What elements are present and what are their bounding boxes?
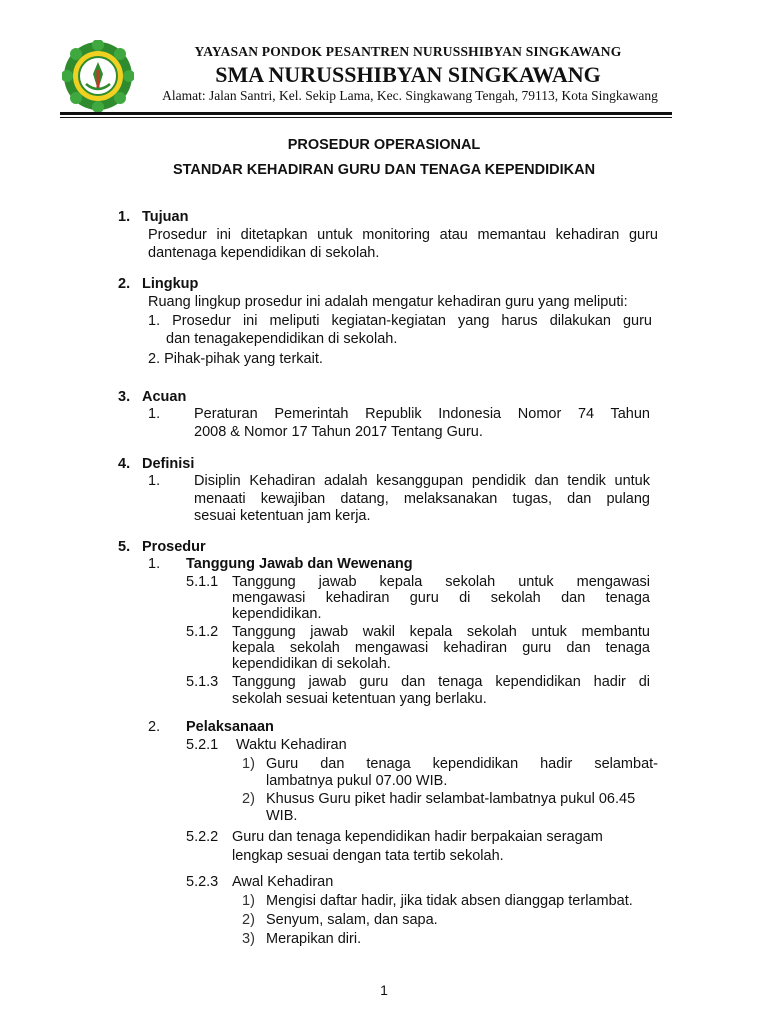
item-5-2-2-number: 5.2.2 bbox=[186, 829, 219, 845]
section-2-item-2: 2. Pihak-pihak yang terkait. bbox=[148, 351, 323, 367]
school-name: SMA NURUSSHIBYAN SINGKAWANG bbox=[215, 62, 601, 87]
subsection-2-number: 2. bbox=[148, 719, 161, 735]
item-5-2-3-2-number: 2) bbox=[242, 912, 255, 928]
item-5-2-1-2-line1: Khusus Guru piket hadir selambat-lambatnya pukul 06.45 bbox=[266, 791, 636, 807]
item-5-2-3-heading: Awal Kehadiran bbox=[232, 874, 334, 890]
section-3-heading: Acuan bbox=[142, 389, 187, 405]
item-5-1-3-line1: Tanggung jawab guru dan tenaga kependidikan hadir di bbox=[232, 674, 650, 690]
section-4-item-line3: sesuai ketentuan jam kerja. bbox=[194, 508, 371, 524]
school-emblem-icon bbox=[62, 40, 134, 112]
section-1-text-line2: dantenaga kependidikan di sekolah. bbox=[148, 245, 380, 261]
item-5-1-2-line1: Tanggung jawab wakil kepala sekolah untuk membantu bbox=[232, 624, 650, 640]
subsection-2-heading: Pelaksanaan bbox=[186, 719, 274, 735]
section-5-heading: Prosedur bbox=[142, 539, 206, 555]
item-5-2-2-line1: Guru dan tenaga kependidikan hadir berpakaian seragam bbox=[232, 829, 603, 845]
item-5-2-3-1-number: 1) bbox=[242, 893, 255, 909]
section-4-item-line1: Disiplin Kehadiran adalah kesanggupan pendidik dan tendik untuk bbox=[194, 473, 650, 489]
foundation-name: YAYASAN PONDOK PESANTREN NURUSSHIBYAN SINGKAWANG bbox=[194, 44, 622, 59]
item-5-1-1-line1: Tanggung jawab kepala sekolah untuk mengawasi bbox=[232, 574, 650, 590]
item-5-2-3-2-text: Senyum, salam, dan sapa. bbox=[266, 912, 438, 928]
item-5-1-1-number: 5.1.1 bbox=[186, 574, 219, 590]
item-5-2-1-heading: Waktu Kehadiran bbox=[236, 737, 347, 753]
school-address: Alamat: Jalan Santri, Kel. Sekip Lama, Kec. Singkawang Tengah, 79113, Kota Singkawang bbox=[162, 88, 658, 103]
section-3-item-line1: Peraturan Pemerintah Republik Indonesia Nomor 74 Tahun bbox=[194, 406, 650, 422]
section-3-item-number: 1. bbox=[148, 406, 161, 422]
item-5-1-3-line2: sekolah sesuai ketentuan yang berlaku. bbox=[232, 691, 487, 707]
doc-title-line1: PROSEDUR OPERASIONAL bbox=[287, 137, 481, 153]
section-2-heading: Lingkup bbox=[142, 276, 199, 292]
section-1-heading: Tujuan bbox=[142, 209, 189, 225]
item-5-2-1-2-line2: WIB. bbox=[266, 808, 298, 824]
item-5-2-1-number: 5.2.1 bbox=[186, 737, 219, 753]
section-5-number: 5. bbox=[118, 539, 131, 555]
item-5-1-3-number: 5.1.3 bbox=[186, 674, 219, 690]
item-5-2-1-1-number: 1) bbox=[242, 756, 255, 772]
header-divider-thin bbox=[60, 117, 672, 118]
section-4-heading: Definisi bbox=[142, 456, 195, 472]
subsection-1-number: 1. bbox=[148, 556, 161, 572]
section-2-intro: Ruang lingkup prosedur ini adalah mengatur kehadiran guru yang meliputi: bbox=[148, 294, 628, 310]
item-5-2-1-1-line1: Guru dan tenaga kependidikan hadir selambat- bbox=[266, 756, 658, 772]
section-4-number: 4. bbox=[118, 456, 131, 472]
item-5-2-3-3-number: 3) bbox=[242, 931, 255, 947]
section-4-item-line2: menaati kewajiban datang, melaksanakan tugas, dan pulang bbox=[194, 491, 650, 507]
item-5-2-3-number: 5.2.3 bbox=[186, 874, 219, 890]
item-5-1-2-line2: kepala sekolah mengawasi kehadiran guru dan tenaga bbox=[232, 640, 650, 656]
letterhead bbox=[0, 0, 768, 120]
section-2-item-1-line1: 1. Prosedur ini meliputi kegiatan-kegiatan yang harus dilakukan guru bbox=[148, 313, 652, 329]
item-5-1-1-line2: mengawasi kehadiran guru di sekolah dan tenaga bbox=[232, 590, 650, 606]
item-5-1-2-line3: kependidikan di sekolah. bbox=[232, 656, 391, 672]
subsection-1-heading: Tanggung Jawab dan Wewenang bbox=[186, 556, 413, 572]
section-1-number: 1. bbox=[118, 209, 131, 225]
item-5-1-2-number: 5.1.2 bbox=[186, 624, 219, 640]
item-5-2-1-1-line2: lambatnya pukul 07.00 WIB. bbox=[266, 773, 448, 789]
item-5-2-3-3-text: Merapikan diri. bbox=[266, 931, 362, 947]
item-5-2-1-2-number: 2) bbox=[242, 791, 255, 807]
section-3-number: 3. bbox=[118, 389, 131, 405]
item-5-2-3-1-text: Mengisi daftar hadir, jika tidak absen dianggap terlambat. bbox=[266, 893, 633, 909]
item-5-1-1-line3: kependidikan. bbox=[232, 606, 322, 622]
section-1-text-line1: Prosedur ini ditetapkan untuk monitoring atau memantau kehadiran guru bbox=[148, 227, 658, 243]
doc-title-line2: STANDAR KEHADIRAN GURU DAN TENAGA KEPENDIDIKAN bbox=[172, 162, 596, 178]
item-5-2-2-line2: lengkap sesuai dengan tata tertib sekolah. bbox=[232, 848, 504, 864]
section-4-item-number: 1. bbox=[148, 473, 161, 489]
page-number: 1 bbox=[380, 982, 388, 998]
section-2-number: 2. bbox=[118, 276, 131, 292]
header-divider-thick bbox=[60, 112, 672, 115]
section-3-item-line2: 2008 & Nomor 17 Tahun 2017 Tentang Guru. bbox=[194, 424, 483, 440]
section-2-item-1-line2: dan tenagakependidikan di sekolah. bbox=[166, 331, 398, 347]
